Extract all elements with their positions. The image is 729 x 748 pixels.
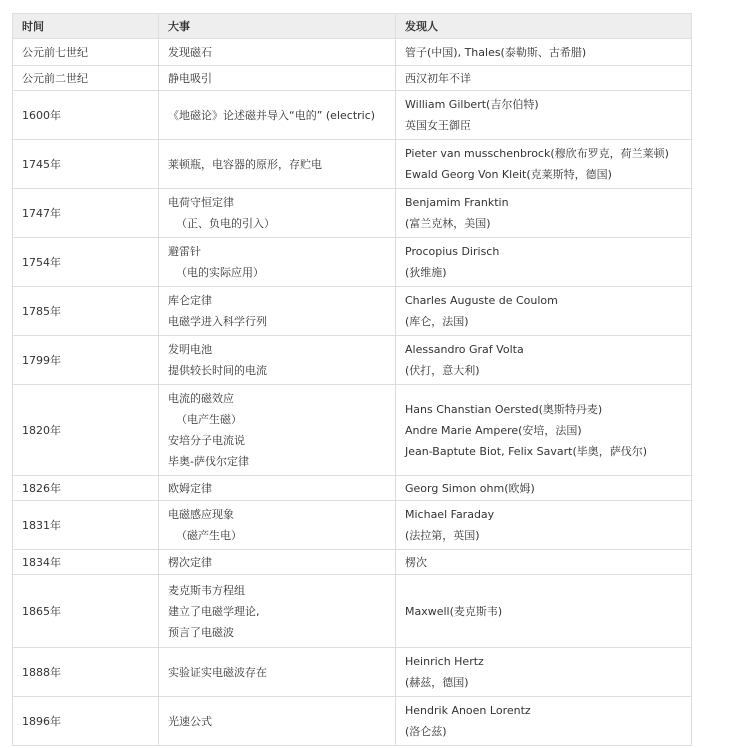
table-row	[13, 287, 692, 336]
cell-discoverer	[396, 501, 692, 550]
cell-time: 1785年	[13, 287, 159, 336]
cell-time: 1600年	[13, 91, 159, 140]
cell-discoverer	[396, 476, 692, 501]
discoverer-line: Georg Simon ohm(欧姆)	[405, 481, 535, 495]
cell-time: 1826年	[13, 476, 159, 501]
cell-discoverer	[396, 336, 692, 385]
discoverer-line: (富兰克林，美国)	[405, 217, 491, 230]
table-row	[13, 385, 692, 476]
discoverer-line: Procopius Dirisch	[405, 245, 500, 258]
event-line: 电流的磁效应	[168, 392, 234, 405]
table-row	[13, 39, 692, 66]
cell-event	[159, 91, 396, 140]
header-event: 大事	[159, 14, 396, 39]
cell-event	[159, 501, 396, 550]
event-line: 麦克斯韦方程组	[168, 583, 245, 597]
header-time: 时间	[13, 14, 159, 39]
cell-time: 1888年	[13, 648, 159, 697]
cell-discoverer	[396, 189, 692, 238]
cell-event	[159, 336, 396, 385]
event-line: 安培分子电流说	[168, 434, 245, 447]
cell-time: 1799年	[13, 336, 159, 385]
discoverer-line: Charles Auguste de Coulom	[405, 294, 558, 307]
event-line: （磁产生电）	[176, 529, 242, 542]
discoverer-line: 楞次	[405, 555, 427, 569]
cell-event	[159, 66, 396, 91]
cell-discoverer	[396, 575, 692, 648]
event-line: 电磁感应现象	[168, 508, 234, 521]
table-row	[13, 476, 692, 501]
cell-event	[159, 287, 396, 336]
header-discoverer: 发现人	[396, 14, 692, 39]
table-row	[13, 501, 692, 550]
event-line: 毕奥-萨伐尔定律	[168, 455, 249, 468]
cell-event	[159, 385, 396, 476]
discoverer-line: Alessandro Graf Volta	[405, 343, 524, 356]
discoverer-line: (洛仑兹)	[405, 725, 447, 738]
event-line: （电产生磁）	[176, 413, 242, 426]
table-row	[13, 140, 692, 189]
event-line: 建立了电磁学理论,	[168, 604, 260, 618]
discoverer-line: Maxwell(麦克斯韦)	[405, 604, 503, 618]
discoverer-line: Jean-Baptute Biot, Felix Savart(毕奥，萨伐尔)	[405, 444, 648, 458]
cell-event	[159, 238, 396, 287]
discoverer-line: 英国女王御臣	[405, 119, 471, 132]
discoverer-line: (伏打，意大利)	[405, 364, 480, 377]
cell-discoverer	[396, 39, 692, 66]
cell-discoverer	[396, 66, 692, 91]
discoverer-line: Benjamim Franktin	[405, 196, 509, 209]
discoverer-line: William Gilbert(吉尔伯特)	[405, 98, 539, 111]
event-line: 楞次定律	[168, 555, 212, 569]
cell-event	[159, 39, 396, 66]
event-line: 发明电池	[168, 343, 212, 356]
cell-time: 1745年	[13, 140, 159, 189]
cell-time: 1747年	[13, 189, 159, 238]
table-body	[13, 39, 692, 746]
cell-discoverer	[396, 648, 692, 697]
cell-discoverer	[396, 287, 692, 336]
cell-discoverer	[396, 140, 692, 189]
discoverer-line: Pieter van musschenbrock(穆欣布罗克，荷兰莱顿)	[405, 147, 669, 160]
table-row	[13, 91, 692, 140]
discoverer-line: Michael Faraday	[405, 508, 495, 521]
cell-time: 1896年	[13, 697, 159, 746]
event-line: 电荷守恒定律	[168, 196, 234, 209]
cell-event	[159, 697, 396, 746]
table-row	[13, 648, 692, 697]
cell-event	[159, 550, 396, 575]
cell-event	[159, 575, 396, 648]
event-line: 库仑定律	[168, 294, 212, 307]
cell-discoverer	[396, 550, 692, 575]
history-table-container	[12, 13, 691, 746]
cell-event	[159, 140, 396, 189]
cell-event	[159, 648, 396, 697]
discoverer-line: 管子(中国), Thales(泰勒斯、古希腊)	[405, 45, 587, 59]
cell-event	[159, 189, 396, 238]
event-line: 《地磁论》论述磁并导入“电的” (electric)	[168, 108, 376, 122]
cell-discoverer	[396, 238, 692, 287]
discoverer-line: (法拉第，英国)	[405, 529, 480, 542]
discoverer-line: (赫兹，德国)	[405, 676, 469, 689]
table-row	[13, 238, 692, 287]
table-row	[13, 66, 692, 91]
cell-event	[159, 476, 396, 501]
cell-time: 1865年	[13, 575, 159, 648]
event-line: 欧姆定律	[168, 481, 212, 495]
history-table	[12, 13, 692, 746]
discoverer-line: Ewald Georg Von Kleit(克莱斯特，德国)	[405, 168, 612, 181]
event-line: 实验证实电磁波存在	[168, 665, 267, 679]
event-line: 静电吸引	[168, 71, 212, 85]
event-line: 发现磁石	[168, 45, 212, 59]
cell-time: 1831年	[13, 501, 159, 550]
table-row	[13, 550, 692, 575]
event-line: 电磁学进入科学行列	[168, 315, 267, 328]
cell-time: 公元前七世纪	[13, 39, 159, 66]
table-header-row	[13, 14, 692, 39]
discoverer-line: Hans Chanstian Oersted(奥斯特丹麦)	[405, 402, 603, 416]
discoverer-line: (狄维施)	[405, 266, 447, 279]
table-row	[13, 189, 692, 238]
cell-discoverer	[396, 91, 692, 140]
event-line: 光速公式	[168, 714, 212, 728]
event-line: 避雷针	[168, 245, 201, 258]
event-line: （电的实际应用）	[176, 266, 264, 279]
discoverer-line: (库仑，法国)	[405, 315, 469, 328]
cell-discoverer	[396, 697, 692, 746]
event-line: 预言了电磁波	[168, 625, 234, 639]
event-line: 提供较长时间的电流	[168, 364, 267, 377]
event-line: （正、负电的引入）	[176, 217, 275, 230]
discoverer-line: Hendrik Anoen Lorentz	[405, 704, 531, 717]
table-row	[13, 697, 692, 746]
discoverer-line: Heinrich Hertz	[405, 655, 484, 668]
cell-discoverer	[396, 385, 692, 476]
cell-time: 1834年	[13, 550, 159, 575]
table-row	[13, 575, 692, 648]
event-line: 莱顿瓶，电容器的原形，存贮电	[168, 157, 322, 171]
cell-time: 公元前二世纪	[13, 66, 159, 91]
cell-time: 1820年	[13, 385, 159, 476]
table-row	[13, 336, 692, 385]
discoverer-line: 西汉初年不详	[405, 71, 471, 85]
discoverer-line: Andre Marie Ampere(安培，法国)	[405, 423, 582, 437]
cell-time: 1754年	[13, 238, 159, 287]
